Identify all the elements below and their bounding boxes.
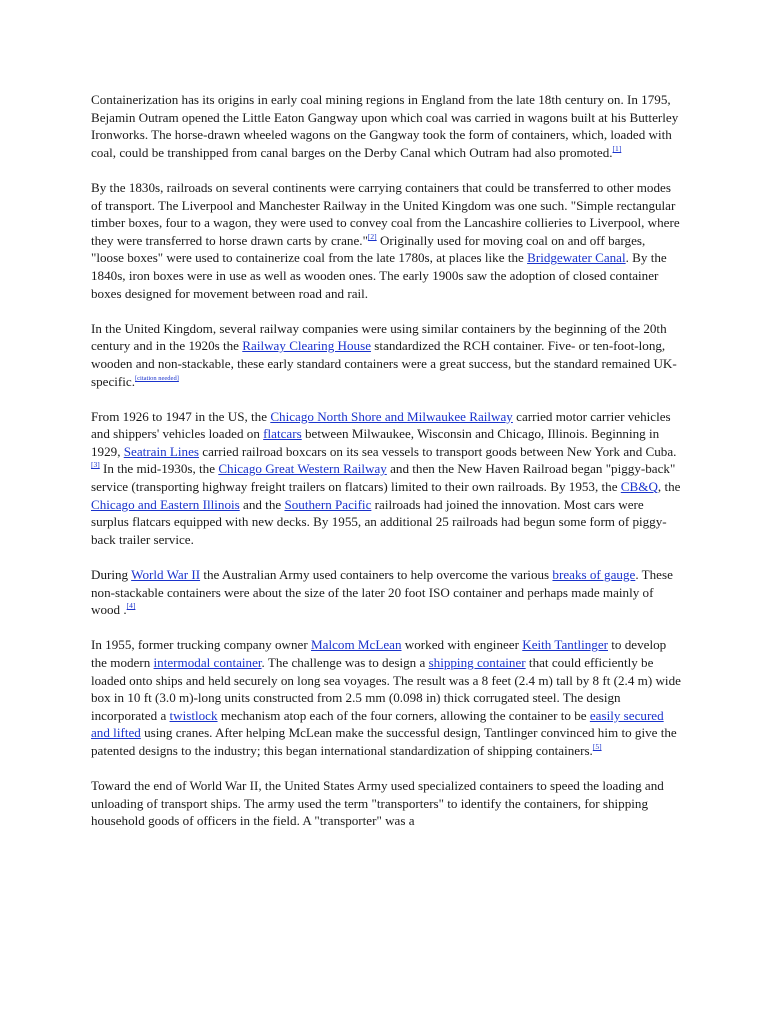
paragraph-text: . By the 1840s, iron boxes were in use as well as wooden ones. The early 1900s saw the adoption of closed container boxes designed for movement between road and rail. — [91, 250, 667, 301]
article-link[interactable]: twistlock — [169, 707, 218, 723]
paragraph-text: carried motor carrier vehicles and shippers' vehicles loaded on — [91, 408, 671, 442]
footnote-reference — [593, 742, 602, 751]
article-body — [91, 91, 681, 848]
paragraph-railroads-1830s — [91, 179, 681, 302]
article-link[interactable]: breaks of gauge — [552, 567, 636, 583]
article-link[interactable]: Chicago and Eastern Illinois — [91, 496, 240, 512]
footnote-reference — [127, 601, 136, 610]
article-link[interactable]: flatcars — [263, 426, 302, 442]
paragraph-text: Toward the end of World War II, the United States Army used specialized containers to speed the loading and unloading of transport ships. The army used the term "transporters" to identify the containers, for shipping household goods of officers in the field. A "transporter" was a — [91, 778, 664, 829]
paragraph-text: During — [91, 567, 132, 583]
paragraph-text: railroads had joined the innovation. Most cars were surplus flatcars equipped with new decks. By 1955, an additional 25 railroads had begun some form of piggy-back trailer service. — [91, 496, 667, 547]
article-link[interactable]: Railway Clearing House — [242, 338, 372, 354]
paragraph-text: . The challenge was to design a — [261, 655, 429, 670]
article-link[interactable]: Malcom McLean — [311, 637, 402, 653]
article-link[interactable]: Bridgewater Canal — [527, 250, 626, 266]
paragraph-text: between Milwaukee, Wisconsin and Chicago, Illinois. Beginning in 1929, — [91, 426, 660, 459]
footnote-link[interactable]: [2] — [367, 231, 377, 241]
citation-needed-link[interactable]: [citation needed] — [135, 374, 179, 382]
paragraph-us-1926 — [91, 408, 681, 549]
paragraph-text: mechanism atop each of the four corners, allowing the container to be — [217, 707, 590, 723]
paragraph-text: In 1955, former trucking company owner — [91, 637, 311, 653]
article-link[interactable]: CB&Q — [620, 479, 658, 495]
paragraph-text: the Australian Army used containers to help overcome the various — [200, 567, 553, 583]
footnote-reference — [91, 460, 100, 469]
article-link[interactable]: Seatrain Lines — [123, 443, 199, 459]
footnote-reference — [368, 232, 377, 241]
article-link[interactable]: World War II — [131, 567, 201, 583]
article-link[interactable]: Chicago Great Western Railway — [218, 461, 387, 477]
footnote-link[interactable]: [3] — [91, 460, 100, 470]
paragraph-text: using cranes. After helping McLean make the successful design, Tantlinger convinced him to give the patented designs to the industry; this began international standardization of shipping containers. — [91, 725, 677, 758]
paragraph-ww2-us-army — [91, 777, 681, 830]
paragraph-ww2-australia — [91, 566, 681, 619]
paragraph-text: to develop the modern — [91, 637, 667, 670]
paragraph-text: and then the New Haven Railroad began "piggy-back" service (transporting highway freight trailers on flatcars) limited to their own railroads. By 1953, the — [91, 461, 676, 495]
paragraph-text: Originally used for moving coal on and off barges, "loose boxes" were used to containerize coal from the late 1780s, at places like the — [91, 232, 646, 266]
paragraph-text: In the United Kingdom, several railway companies were using similar containers by the beginning of the 20th century and in the 1920s the — [91, 320, 667, 354]
paragraph-text: From 1926 to 1947 in the US, the — [91, 408, 271, 424]
paragraph-origins — [91, 91, 681, 161]
paragraph-text: , the — [657, 479, 681, 495]
paragraph-text: In the mid-1930s, the — [99, 461, 219, 477]
paragraph-text: and the — [239, 496, 285, 512]
paragraph-text: worked with engineer — [401, 637, 523, 653]
paragraph-text: Containerization has its origins in early coal mining regions in England from the late 18th century on. In 1795, Bejamin Outram opened the Little Eaton Gangway upon which coal was carried in wagons built at his Butterley Ironworks. The horse-drawn wheeled wagons on the Gangway took the form of containers, which, loaded with coal, could be transhipped from canal barges on the Derby Canal which Outram had also promoted. — [91, 92, 679, 160]
article-link[interactable]: shipping container — [428, 655, 526, 670]
paragraph-text: that could efficiently be loaded onto ships and held securely on long sea voyages. The result was a 8 feet (2.4 m) tall by 8 ft (2.4 m) wide box in 10 ft (3.0 m)-long units constructed from 2.5 mm (0.098 in) thick corrugated steel. The design incorporated a — [91, 655, 681, 723]
citation-needed-tag — [135, 375, 179, 382]
paragraph-text: carried railroad boxcars on its sea vessels to transport goods between New York and Cuba. — [199, 443, 677, 459]
footnote-link[interactable]: [4] — [126, 601, 136, 611]
paragraph-text: . These non-stackable containers were about the size of the later 20 foot ISO container and perhaps made mainly of wood . — [91, 567, 673, 618]
article-link[interactable]: Keith Tantlinger — [522, 637, 608, 653]
paragraph-mclean-1955 — [91, 636, 681, 759]
article-link[interactable]: Southern Pacific — [284, 496, 372, 512]
paragraph-uk-rch — [91, 320, 681, 390]
article-link[interactable]: Chicago North Shore and Milwaukee Railway — [270, 408, 513, 424]
paragraph-text: standardized the RCH container. Five- or ten-foot-long, wooden and non-stackable, these early standard containers were a great success, but the standard remained UK-specific. — [91, 338, 677, 389]
article-link[interactable]: intermodal container — [153, 655, 262, 670]
footnote-reference — [613, 144, 622, 153]
footnote-link[interactable]: [1] — [612, 143, 622, 153]
paragraph-text: By the 1830s, railroads on several continents were carrying containers that could be transferred to other modes of transport. The Liverpool and Manchester Railway in the United Kingdom was one such. "Simple rectangular timber boxes, four to a wagon, they were used to convey coal from the Lancashire collieries to Liverpool, where they were transferred to horse drawn carts by crane." — [91, 179, 680, 248]
footnote-link[interactable]: [5] — [592, 741, 602, 751]
article-link[interactable]: easily secured and lifted — [91, 707, 664, 741]
